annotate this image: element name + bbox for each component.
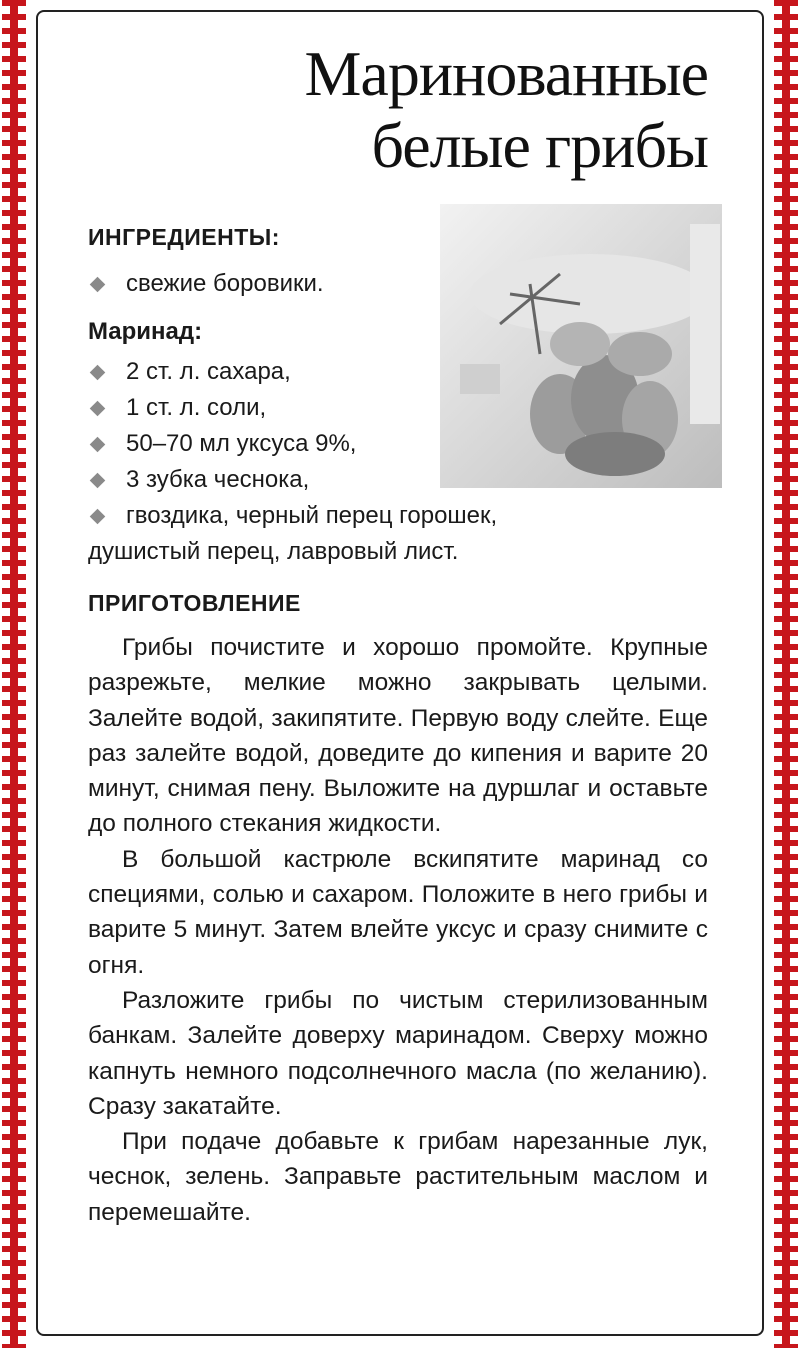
preparation-paragraph-2: В большой кастрюле вскипятите маринад со специями, солью и сахаром. Положите в него грибы и варите 5 минут. Затем влейте уксус и сразу снимите с огня. [88, 845, 708, 979]
decorative-border-left [0, 0, 28, 1348]
ingredients-list [88, 266, 324, 302]
decorative-border-right [772, 0, 800, 1348]
preparation-paragraph-4: При подаче добавьте к грибам нарезанные лук, чеснок, зелень. Заправьте растительным маслом и перемешайте. [88, 1128, 708, 1226]
recipe-title-line-2: белые грибы [371, 110, 708, 181]
list-item: 3 зубка чеснока, [88, 462, 497, 498]
list-item: гвоздика, черный перец горошек, [88, 498, 497, 534]
list-item: 50–70 мл уксуса 9%, [88, 426, 497, 462]
marinade-heading: Маринад: [88, 318, 203, 345]
recipe-title-line-1: Маринованные [304, 38, 708, 109]
bullet-icon [90, 473, 106, 489]
ingredients-heading: ИНГРЕДИЕНТЫ: [88, 224, 280, 250]
list-item: свежие боровики. [88, 266, 324, 302]
recipe-title [305, 38, 709, 182]
preparation-paragraph-3: Разложите грибы по чистым стерилизованным банкам. Залейте доверху маринадом. Сверху можно капнуть немного подсолнечного масла (по желанию). Сразу закатайте. [88, 986, 708, 1120]
bullet-icon [90, 277, 106, 293]
preparation-text [88, 630, 708, 1230]
marinade-list [88, 354, 497, 534]
bullet-icon [90, 509, 106, 525]
marinade-list-continuation: душистый перец, лавровый лист. [88, 538, 459, 565]
bullet-icon [90, 401, 106, 417]
preparation-paragraph-1: Грибы почистите и хорошо промойте. Крупные разрежьте, мелкие можно закрывать целыми. Залейте водой, закипятите. Первую воду слейте. Еще раз залейте водой, доведите до кипения и варите 20 минут, снимая пену. Выложите на дуршлаг и оставьте до полного стекания жидкости. [88, 634, 708, 838]
preparation-heading: ПРИГОТОВЛЕНИЕ [88, 590, 301, 616]
list-item: 1 ст. л. соли, [88, 390, 497, 426]
bullet-icon [90, 365, 106, 381]
list-item: 2 ст. л. сахара, [88, 354, 497, 390]
bullet-icon [90, 437, 106, 453]
